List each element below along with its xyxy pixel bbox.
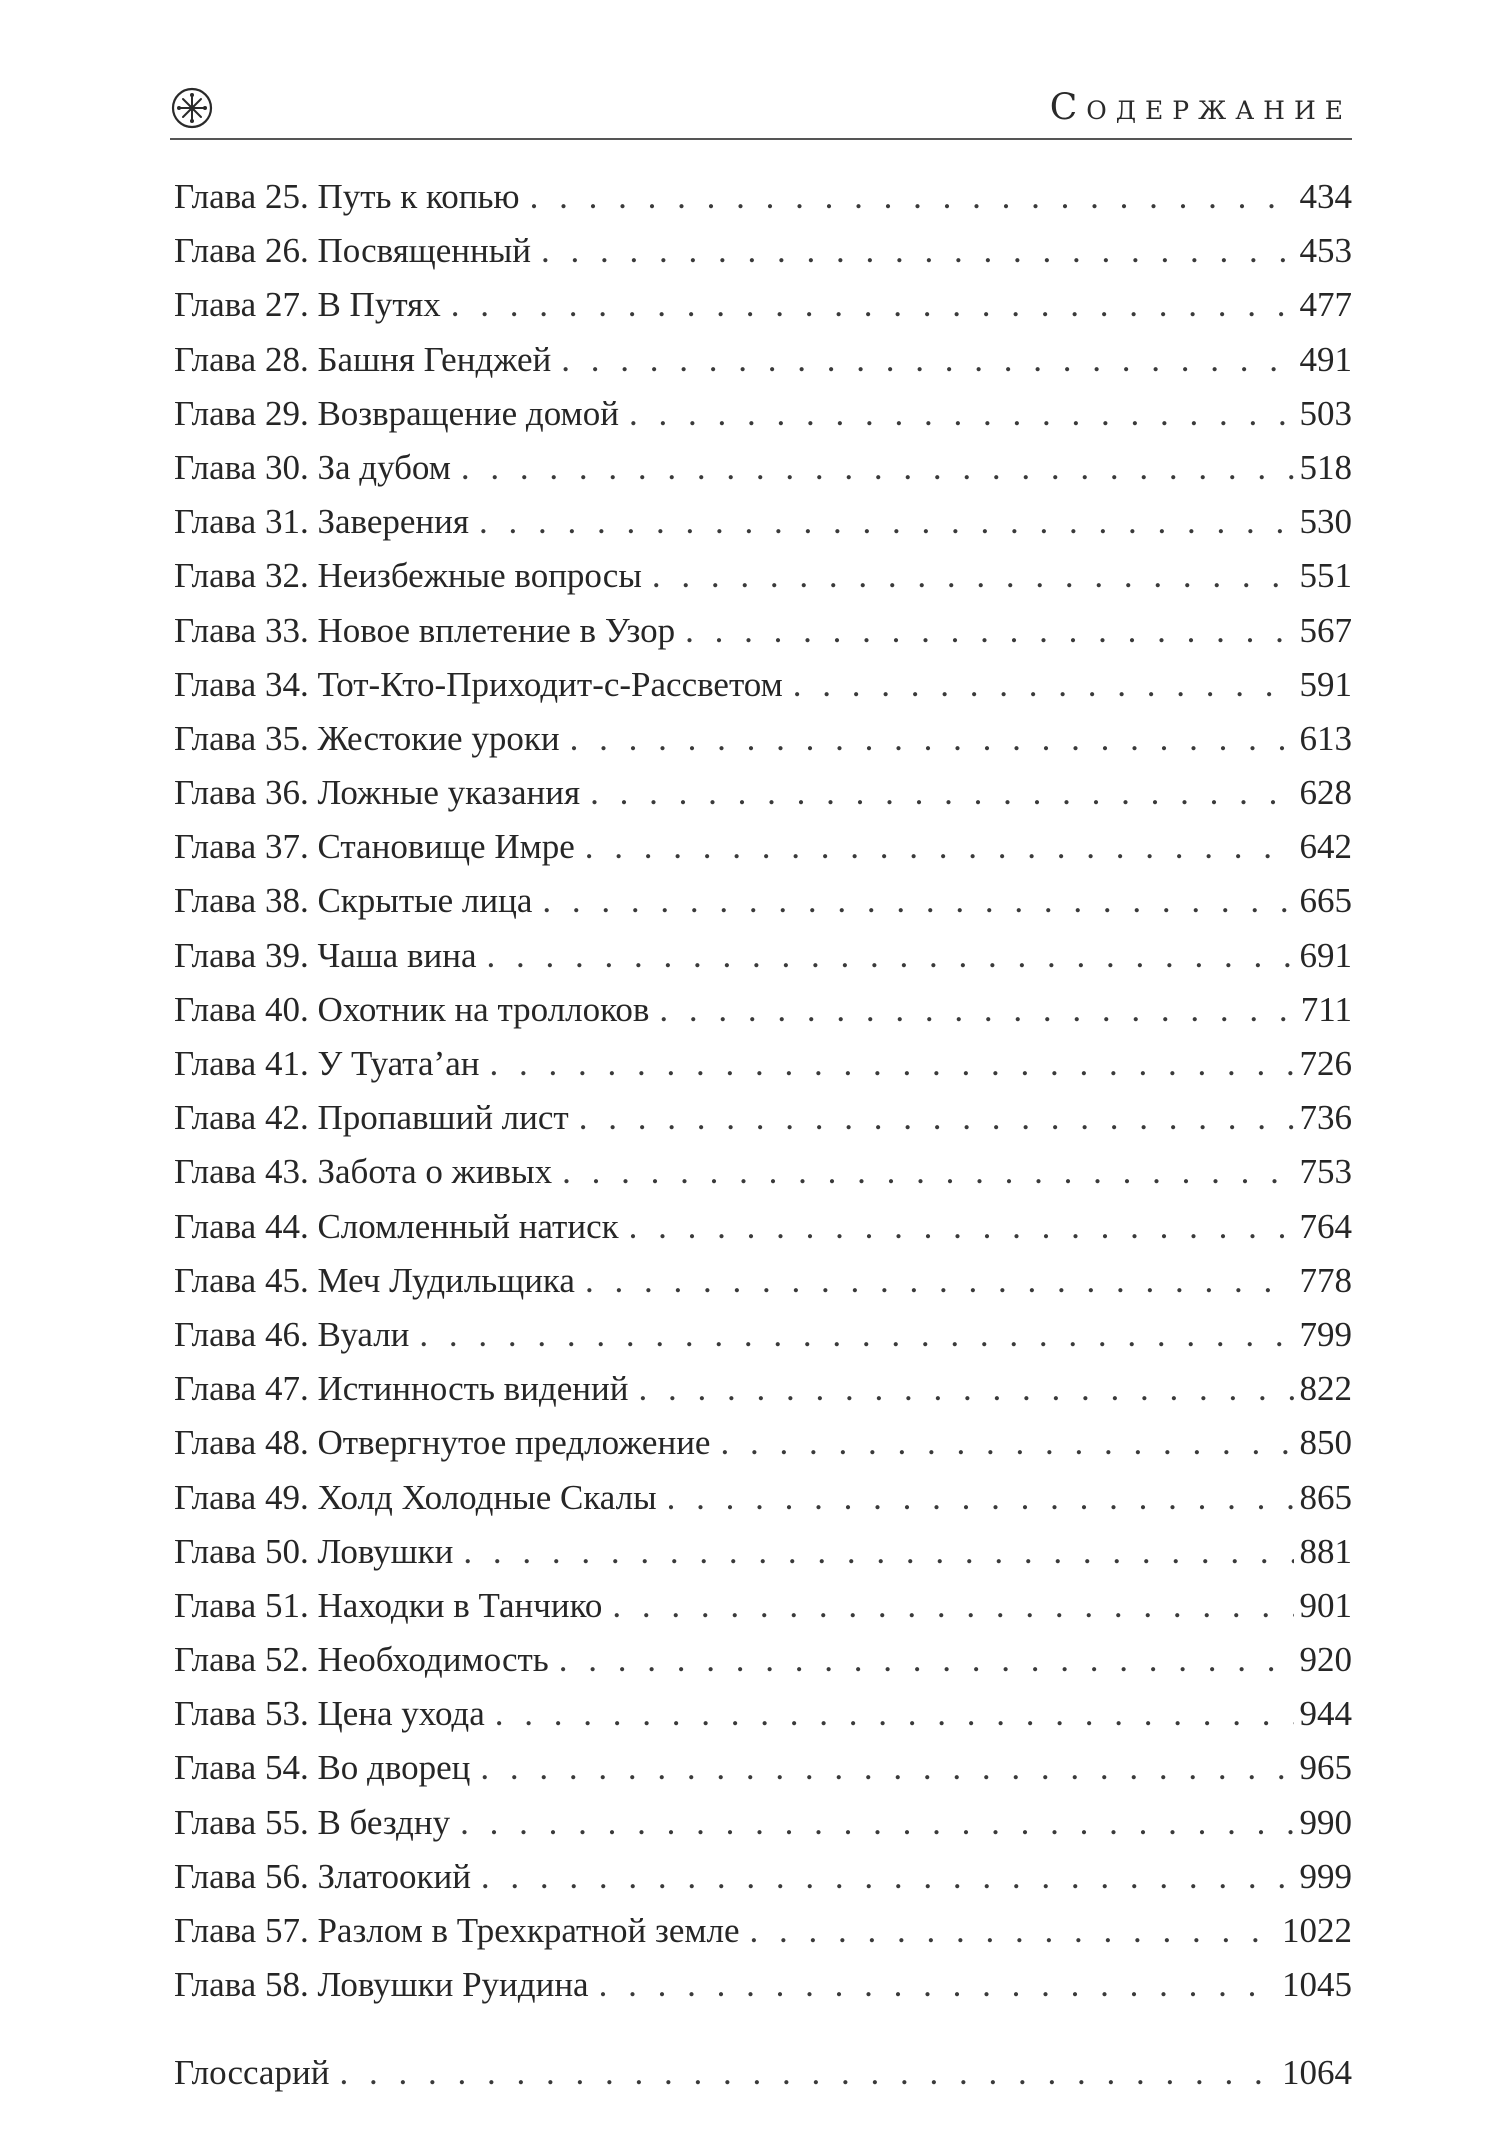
toc-entry[interactable] — [174, 1145, 1352, 1199]
entry-title: Глава 54. Во дворец — [174, 1748, 471, 1788]
dot-leader — [542, 874, 1293, 928]
entry-page-number: 665 — [1299, 881, 1352, 921]
dot-leader — [489, 1037, 1293, 1091]
dot-leader — [585, 820, 1294, 874]
toc-entry[interactable] — [174, 1633, 1352, 1687]
entry-page-number: 999 — [1299, 1856, 1352, 1896]
entry-title: Глава 36. Ложные указания — [174, 773, 581, 813]
entry-title: Глава 42. Пропавший лист — [174, 1098, 569, 1138]
toc-entry[interactable] — [174, 1254, 1352, 1308]
toc-entry[interactable] — [174, 874, 1352, 928]
dot-leader — [460, 1796, 1293, 1850]
toc-entry[interactable] — [174, 170, 1352, 224]
entry-page-number: 477 — [1299, 285, 1352, 325]
entry-title: Глава 38. Скрытые лица — [174, 881, 533, 921]
entry-title: Глава 35. Жестокие уроки — [174, 718, 560, 758]
entry-page-number: 920 — [1299, 1640, 1352, 1680]
entry-page-number: 865 — [1299, 1477, 1352, 1517]
entry-title: Глоссарий — [174, 2053, 330, 2092]
entry-title: Глава 51. Находки в Танчико — [174, 1585, 603, 1625]
dot-leader — [339, 2046, 1276, 2100]
dot-leader — [599, 1958, 1276, 2012]
dot-leader — [570, 712, 1294, 766]
entry-page-number: 503 — [1299, 393, 1352, 433]
toc-entry[interactable] — [174, 1741, 1352, 1795]
entry-page-number: 1064 — [1282, 2053, 1352, 2092]
dot-leader — [585, 1254, 1294, 1308]
entry-title: Глава 52. Необходимость — [174, 1640, 549, 1680]
entry-page-number: 736 — [1299, 1098, 1352, 1138]
entry-title: Глава 40. Охотник на троллоков — [174, 989, 650, 1029]
entry-title: Глава 47. Истинность видений — [174, 1369, 629, 1409]
toc-entry[interactable] — [174, 929, 1352, 983]
toc-entry[interactable] — [174, 1362, 1352, 1416]
entry-title: Глава 25. Путь к копью — [174, 177, 520, 216]
dot-leader — [419, 1308, 1293, 1362]
entry-title: Глава 45. Меч Лудильщика — [174, 1260, 575, 1300]
entry-title: Глава 44. Сломленный натиск — [174, 1206, 619, 1246]
entry-title: Глава 32. Неизбежные вопросы — [174, 556, 642, 596]
entry-page-number: 965 — [1299, 1748, 1352, 1788]
dot-leader — [530, 170, 1294, 224]
dot-leader — [629, 387, 1294, 441]
glossary-section — [174, 2046, 1352, 2100]
entry-title: Глава 29. Возвращение домой — [174, 393, 619, 433]
toc-entry[interactable] — [174, 1471, 1352, 1525]
dot-leader — [480, 1741, 1293, 1795]
entry-title: Глава 46. Вуали — [174, 1314, 410, 1354]
dot-leader — [481, 1850, 1294, 1904]
entry-page-number: 642 — [1299, 827, 1352, 867]
running-title: Содержание — [1049, 87, 1352, 128]
entry-page-number: 726 — [1299, 1044, 1352, 1083]
table-of-contents — [174, 170, 1352, 2012]
toc-entry[interactable] — [174, 1200, 1352, 1254]
dot-leader — [495, 1687, 1294, 1741]
dot-leader — [562, 1145, 1293, 1199]
toc-entry[interactable] — [174, 278, 1352, 332]
entry-page-number: 901 — [1299, 1585, 1352, 1625]
toc-entry[interactable] — [174, 224, 1352, 278]
toc-entry[interactable] — [174, 1308, 1352, 1362]
dot-leader — [590, 766, 1293, 820]
toc-entry[interactable] — [174, 1091, 1352, 1145]
dot-leader — [629, 1200, 1294, 1254]
toc-entry[interactable] — [174, 1796, 1352, 1850]
dot-leader — [750, 1904, 1276, 1958]
toc-entry[interactable] — [174, 441, 1352, 495]
entry-title: Глава 53. Цена ухода — [174, 1694, 485, 1734]
dot-leader — [461, 441, 1294, 495]
entry-title: Глава 34. Тот-Кто-Приходит-с-Рассветом — [174, 664, 783, 704]
dot-leader — [463, 1525, 1293, 1579]
toc-entry[interactable] — [174, 495, 1352, 549]
entry-page-number: 567 — [1299, 610, 1352, 650]
entry-page-number: 591 — [1299, 664, 1352, 704]
toc-entry[interactable] — [174, 712, 1352, 766]
toc-entry[interactable] — [174, 549, 1352, 603]
entry-title: Глава 28. Башня Генджей — [174, 339, 552, 379]
entry-title: Глава 56. Златоокий — [174, 1856, 471, 1896]
entry-title: Глава 33. Новое вплетение в Узор — [174, 610, 676, 650]
entry-page-number: 530 — [1299, 502, 1352, 542]
dot-leader — [487, 929, 1294, 983]
toc-entry[interactable] — [174, 1850, 1352, 1904]
dot-leader — [685, 604, 1293, 658]
entry-title: Глава 37. Становище Имре — [174, 827, 575, 867]
entry-page-number: 1045 — [1282, 1965, 1352, 2005]
dot-leader — [579, 1091, 1294, 1145]
entry-title: Глава 39. Чаша вина — [174, 935, 477, 975]
entry-title: Глава 55. В бездну — [174, 1802, 451, 1842]
entry-page-number: 850 — [1299, 1423, 1352, 1463]
dot-leader — [612, 1579, 1293, 1633]
entry-page-number: 628 — [1299, 773, 1352, 813]
entry-page-number: 613 — [1299, 718, 1352, 758]
entry-title: Глава 27. В Путях — [174, 285, 441, 325]
entry-page-number: 778 — [1299, 1260, 1352, 1300]
entry-title: Глава 49. Холд Холодные Скалы — [174, 1477, 657, 1517]
toc-entry[interactable] — [174, 1037, 1352, 1091]
toc-entry[interactable] — [174, 333, 1352, 387]
entry-title: Глава 26. Посвященный — [174, 231, 531, 271]
toc-entry[interactable] — [174, 1525, 1352, 1579]
dot-leader — [793, 658, 1294, 712]
toc-entry-glossary[interactable] — [174, 2046, 1352, 2100]
toc-entry[interactable] — [174, 1904, 1352, 1958]
toc-entry[interactable] — [174, 1579, 1352, 1633]
entry-title: Глава 50. Ловушки — [174, 1531, 454, 1571]
entry-page-number: 1022 — [1282, 1911, 1352, 1950]
entry-page-number: 990 — [1299, 1802, 1352, 1842]
dot-leader — [659, 983, 1294, 1037]
dot-leader — [720, 1416, 1293, 1470]
dot-leader — [559, 1633, 1294, 1687]
entry-page-number: 434 — [1299, 177, 1352, 216]
page-header — [170, 86, 1352, 142]
toc-entry[interactable] — [174, 604, 1352, 658]
entry-title: Глава 31. Заверения — [174, 502, 469, 542]
entry-page-number: 691 — [1299, 935, 1352, 975]
toc-entry[interactable] — [174, 658, 1352, 712]
toc-entry[interactable] — [174, 1416, 1352, 1470]
entry-page-number: 518 — [1299, 447, 1352, 487]
dot-leader — [479, 495, 1294, 549]
dot-leader — [638, 1362, 1293, 1416]
dot-leader — [541, 224, 1294, 278]
entry-page-number: 799 — [1299, 1314, 1352, 1354]
dot-leader — [561, 333, 1293, 387]
entry-title: Глава 48. Отвергнутое предложение — [174, 1423, 711, 1463]
entry-page-number: 453 — [1299, 231, 1352, 271]
header-rule — [170, 138, 1352, 140]
toc-entry[interactable] — [174, 820, 1352, 874]
toc-entry[interactable] — [174, 1958, 1352, 2012]
entry-title: Глава 43. Забота о живых — [174, 1152, 553, 1192]
entry-page-number: 944 — [1299, 1694, 1352, 1734]
ornamental-rosette-icon — [170, 86, 214, 130]
entry-title: Глава 41. У Туата’ан — [174, 1044, 480, 1083]
entry-page-number: 753 — [1299, 1152, 1352, 1192]
entry-title: Глава 58. Ловушки Руидина — [174, 1965, 589, 2005]
toc-entry[interactable] — [174, 1687, 1352, 1741]
entry-page-number: 822 — [1299, 1369, 1352, 1409]
entry-page-number: 551 — [1299, 556, 1352, 596]
toc-entry[interactable] — [174, 983, 1352, 1037]
toc-entry[interactable] — [174, 766, 1352, 820]
dot-leader — [451, 278, 1294, 332]
entry-title: Глава 30. За дубом — [174, 447, 451, 487]
entry-page-number: 711 — [1300, 989, 1352, 1029]
dot-leader — [667, 1471, 1294, 1525]
entry-page-number: 764 — [1299, 1206, 1352, 1246]
entry-page-number: 881 — [1299, 1531, 1352, 1571]
toc-entry[interactable] — [174, 387, 1352, 441]
entry-page-number: 491 — [1299, 339, 1352, 379]
dot-leader — [652, 549, 1294, 603]
entry-title: Глава 57. Разлом в Трехкратной земле — [174, 1911, 740, 1950]
